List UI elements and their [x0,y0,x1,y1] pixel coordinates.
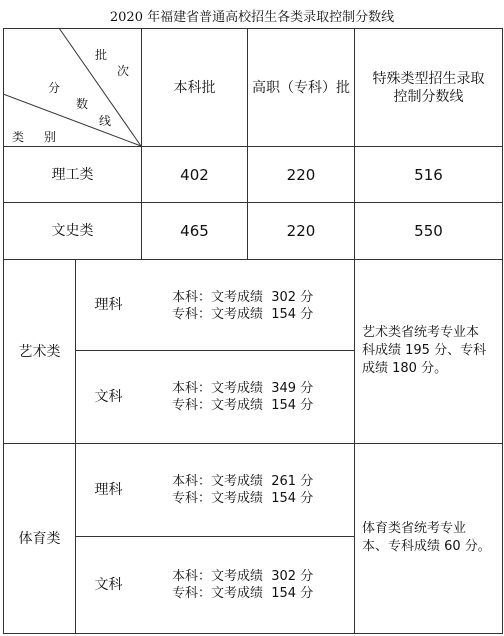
yishu-note-line2: 科成绩 195 分、专科 [362,343,487,358]
tiyu-wenke-label: 文科 [94,577,123,593]
diag-label-fen: 分 [48,81,61,95]
yishu-wenke-label: 文科 [94,389,123,405]
tiyu-note [362,520,500,556]
tiyu-like-label: 理科 [94,482,123,498]
header-benke: 本科批 [173,79,216,96]
tiyu-wenke-score-zhuanke: 专科：文考成绩 154 分 [172,586,314,601]
header-teshu-line1: 特殊类型招生录取 [372,70,485,87]
diag-label-shu: 数 [76,97,89,111]
header-teshu-line2: 控制分数线 [393,88,464,105]
ligong-benke-value: 402 [180,165,209,184]
yishu-note [362,324,500,378]
wenshi-gaozhi-value: 220 [286,222,316,240]
table-border-bottom [3,633,503,634]
tiyu-like-score-zhuanke: 专科：文考成绩 154 分 [172,491,314,506]
table-border-right [502,28,503,634]
yishu-wenke-score-zhuanke: 专科：文考成绩 154 分 [172,398,314,413]
wenshi-benke-value: 465 [180,222,209,240]
header-gaozhi: 高职（专科）批 [252,79,350,96]
yishu-like-score-benke: 本科：文考成绩 302 分 [172,290,314,305]
header-teshu [355,29,502,146]
diag-label-xian: 线 [99,114,112,128]
tiyu-like-score-benke: 本科：文考成绩 261 分 [172,474,314,489]
tiyu-note-line2: 本、专科成绩 60 分。 [362,539,491,554]
diag-label-ci: 次 [117,64,130,78]
group-label-tiyu: 体育类 [18,530,61,547]
yishu-note-line1: 艺术类省统考专业本 [362,325,480,340]
tiyu-note-line1: 体育类省统考专业 [362,521,467,536]
ligong-gaozhi-value: 220 [286,165,316,184]
row-label-ligong: 理工类 [51,166,94,183]
yishu-like-label: 理科 [94,297,123,313]
diag-label-lei: 类 [12,130,25,144]
yishu-wenke-score-benke: 本科：文考成绩 349 分 [172,381,314,396]
tiyu-wenke-score-benke: 本科：文考成绩 302 分 [172,569,314,584]
ligong-teshu-value: 516 [414,165,443,184]
yishu-like-score-zhuanke: 专科：文考成绩 154 分 [172,307,314,322]
diag-label-bie: 别 [44,130,57,144]
page-title: 2020 年福建省普通高校招生各类录取控制分数线 [109,10,395,25]
yishu-note-line3: 成绩 180 分。 [362,361,448,376]
wenshi-teshu-value: 550 [414,222,443,240]
row-label-wenshi: 文史类 [51,223,94,239]
diag-label-pi: 批 [95,48,108,62]
group-label-yishu: 艺术类 [18,343,61,360]
